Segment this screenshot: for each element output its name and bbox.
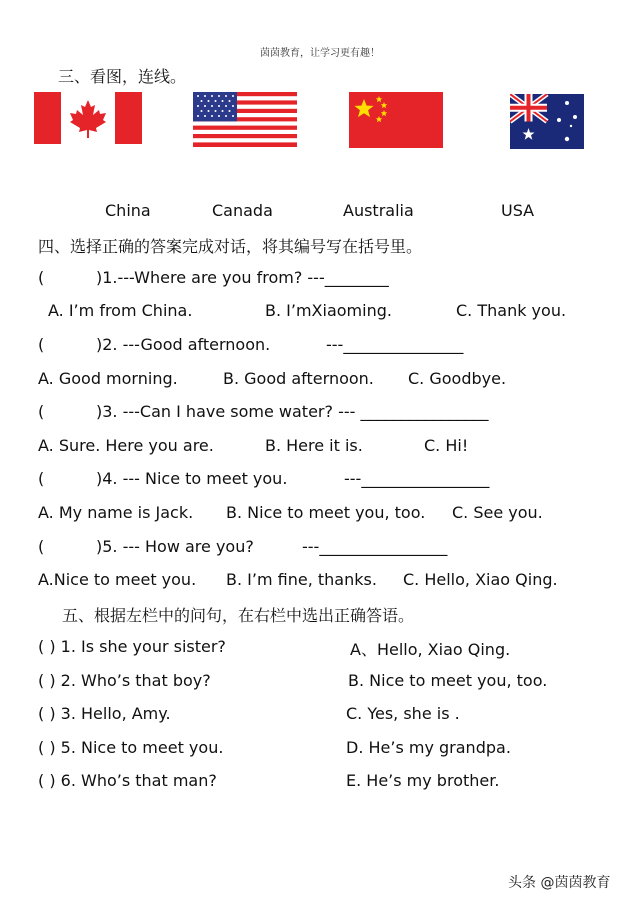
q4-option-a: A. My name is Jack. [38, 503, 194, 522]
q4-open-paren: ( [38, 469, 45, 488]
q3-option-b: B. Here it is. [265, 436, 363, 455]
match-right-d: D. He’s my grandpa. [346, 738, 511, 757]
match-left-2: ( ) 2. Who’s that boy? [38, 671, 211, 690]
q5-option-b: B. I’m fine, thanks. [226, 570, 377, 589]
match-right-e: E. He’s my brother. [346, 771, 500, 790]
section5-title: 五、根据左栏中的问句，在右栏中选出正确答语。 [62, 606, 415, 625]
canada-flag-icon [34, 92, 142, 144]
q3-question: )3. ---Can I have some water? --- ________________ [96, 402, 489, 421]
header-note: 茵茵教育，让学习更有趣！ [260, 48, 380, 59]
match-left-5: ( ) 5. Nice to meet you. [38, 738, 224, 757]
q1-option-b: B. I’mXiaoming. [265, 301, 392, 320]
q2-question: )2. ---Good afternoon. [96, 335, 271, 354]
country-label-australia: Australia [343, 201, 414, 220]
match-left-6: ( ) 6. Who’s that man? [38, 771, 217, 790]
q4-option-b: B. Nice to meet you, too. [226, 503, 426, 522]
q2-option-a: A. Good morning. [38, 369, 178, 388]
q1-question: )1.---Where are you from? ---________ [96, 268, 389, 287]
match-right-c: C. Yes, she is . [346, 704, 460, 723]
country-label-canada: Canada [212, 201, 273, 220]
q1-option-a: A. I’m from China. [48, 301, 193, 320]
country-label-china: China [105, 201, 151, 220]
country-label-usa: USA [501, 201, 535, 220]
watermark: 头条 @茵茵教育 [508, 875, 611, 891]
match-right-b: B. Nice to meet you, too. [348, 671, 548, 690]
section3-title: 三、看图，连线。 [58, 67, 187, 86]
q2-option-b: B. Good afternoon. [223, 369, 374, 388]
q5-option-a: A.Nice to meet you. [38, 570, 197, 589]
q2-open-paren: ( [38, 335, 45, 354]
usa-flag-icon [193, 92, 297, 147]
q4-option-c: C. See you. [452, 503, 543, 522]
q4-question: )4. --- Nice to meet you. [96, 469, 288, 488]
q3-option-a: A. Sure. Here you are. [38, 436, 214, 455]
q5-question: )5. --- How are you? [96, 537, 254, 556]
q1-option-c: C. Thank you. [456, 301, 567, 320]
q4-answer-blank: ---________________ [344, 469, 490, 488]
china-flag-icon [349, 92, 443, 148]
q3-open-paren: ( [38, 402, 45, 421]
match-right-a: A、Hello, Xiao Qing. [350, 640, 511, 659]
section4-title: 四、选择正确的答案完成对话，将其编号写在括号里。 [38, 237, 423, 256]
q5-answer-blank: ---________________ [302, 537, 448, 556]
match-left-1: ( ) 1. Is she your sister? [38, 637, 226, 656]
q2-option-c: C. Goodbye. [408, 369, 507, 388]
australia-flag-icon [510, 94, 584, 149]
q5-open-paren: ( [38, 537, 45, 556]
q1-open-paren: ( [38, 268, 45, 287]
match-left-3: ( ) 3. Hello, Amy. [38, 704, 171, 723]
q3-option-c: C. Hi! [424, 436, 469, 455]
q2-answer-blank: ---_______________ [326, 335, 464, 354]
q5-option-c: C. Hello, Xiao Qing. [403, 570, 558, 589]
